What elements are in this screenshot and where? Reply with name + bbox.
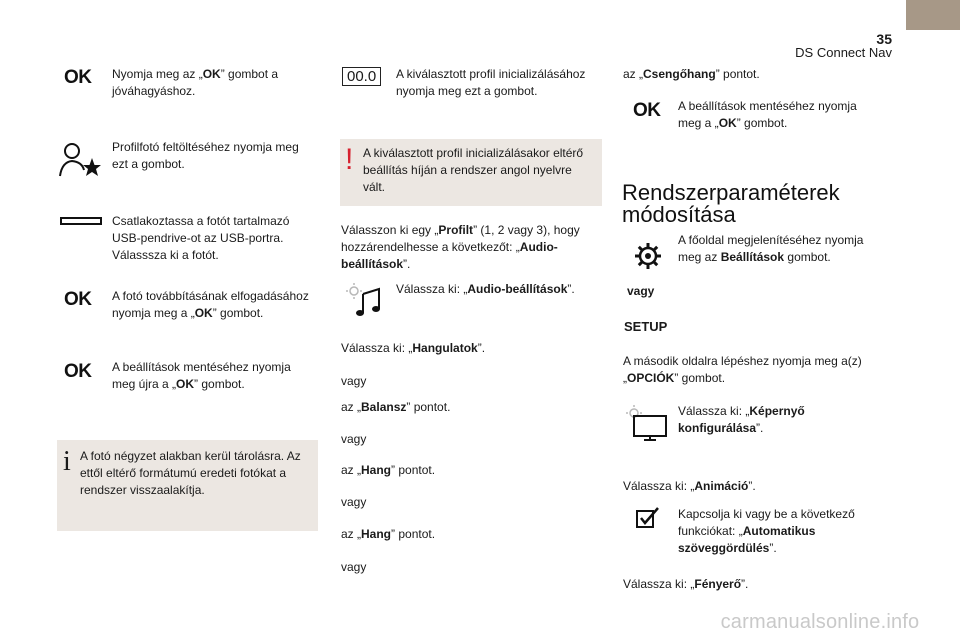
- balance-text: az „Balansz” pontot.: [341, 400, 451, 414]
- sound-text: az „Hang” pontot.: [341, 463, 436, 477]
- ok-confirm-text: Nyomja meg az „OK” gombot a jóváhagyáshoz.: [112, 67, 279, 98]
- or-text: vagy: [341, 374, 367, 388]
- warning-note-text: A kiválasztott profil inicializálásakor eltérő beállítás híján a rendszer angol nyelvre vált.: [363, 146, 584, 194]
- or-text: vagy: [341, 560, 367, 574]
- usb-text: Csatlakoztassa a fotót tartalmazó USB-pendrive-ot az USB-portra. Válasssza ki a fotót.: [112, 214, 290, 262]
- warning-note: [340, 139, 602, 206]
- ok-button-icon: OK: [64, 289, 92, 310]
- ok-button-icon: OK: [633, 100, 661, 121]
- page-number: 35: [876, 31, 892, 47]
- info-note: [57, 440, 318, 531]
- warning-icon: !: [345, 143, 354, 176]
- animation-text: Válassza ki: „Animáció”.: [623, 479, 756, 493]
- chapter-title: DS Connect Nav: [795, 45, 892, 60]
- auto-scroll-text: Kapcsolja ki vagy be a következő funkciókat: „Automatikus szöveggördülés”.: [678, 507, 855, 555]
- ok-save-text: A beállítások mentéséhez nyomja meg a „OK” gombot.: [678, 99, 857, 130]
- ringtone-text: az „Csengőhang” pontot.: [623, 67, 760, 81]
- section-heading: Rendszerparaméterek módosítása: [622, 180, 840, 227]
- settings-text: A főoldal megjelenítéséhez nyomja meg az Beállítások gombot.: [678, 233, 864, 264]
- ok-button-icon: OK: [64, 67, 92, 88]
- ok-accept-text: A fotó továbbításának elfogadásához nyomja meg a „OK” gombot.: [112, 289, 309, 320]
- sound-text: az „Hang” pontot.: [341, 527, 436, 541]
- audio-settings-icon: [345, 282, 385, 318]
- mood-select-text: Válassza ki: „Hangulatok”.: [341, 341, 486, 355]
- chapter-tab: [906, 0, 960, 30]
- choose-profile-text: Válasszon ki egy „Profilt” (1, 2 vagy 3), hogy hozzárendelhesse a következőt: „Audio-beállítások”.: [341, 223, 580, 271]
- or-text: vagy: [627, 284, 655, 298]
- info-icon: i: [63, 446, 71, 477]
- options-text: A második oldalra lépéshez nyomja meg a(z) „OPCIÓK” gombot.: [623, 354, 862, 385]
- usb-icon: [60, 217, 102, 225]
- profile-photo-icon: [58, 140, 102, 180]
- screen-config-text: Válassza ki: „Képernyő konfigurálása”.: [678, 404, 805, 435]
- screen-config-icon: [626, 404, 670, 442]
- or-text: vagy: [341, 495, 367, 509]
- profile-photo-text: Profilfotó feltöltéséhez nyomja meg ezt a gombot.: [112, 140, 299, 171]
- info-note-text: A fotó négyzet alakban kerül tárolásra. Az ettől eltérő formátumú eredeti fotókat a rendszer visszaalakítja.: [80, 449, 301, 497]
- gear-icon: [634, 242, 662, 270]
- brightness-text: Válassza ki: „Fényerő”.: [623, 577, 749, 591]
- ok-button-icon: OK: [64, 361, 92, 382]
- reset-display-icon: 00.0: [342, 67, 381, 86]
- audio-select-text: Válassza ki: „Audio-beállítások”.: [396, 282, 575, 296]
- checkbox-icon: [636, 506, 660, 528]
- or-text: vagy: [341, 432, 367, 446]
- reset-profile-text: A kiválasztott profil inicializálásához nyomja meg ezt a gombot.: [396, 67, 586, 98]
- ok-save-text: A beállítások mentéséhez nyomja meg újra a „OK” gombot.: [112, 360, 291, 391]
- watermark: carmanualsonline.info: [720, 611, 920, 633]
- setup-button-label: SETUP: [624, 319, 668, 334]
